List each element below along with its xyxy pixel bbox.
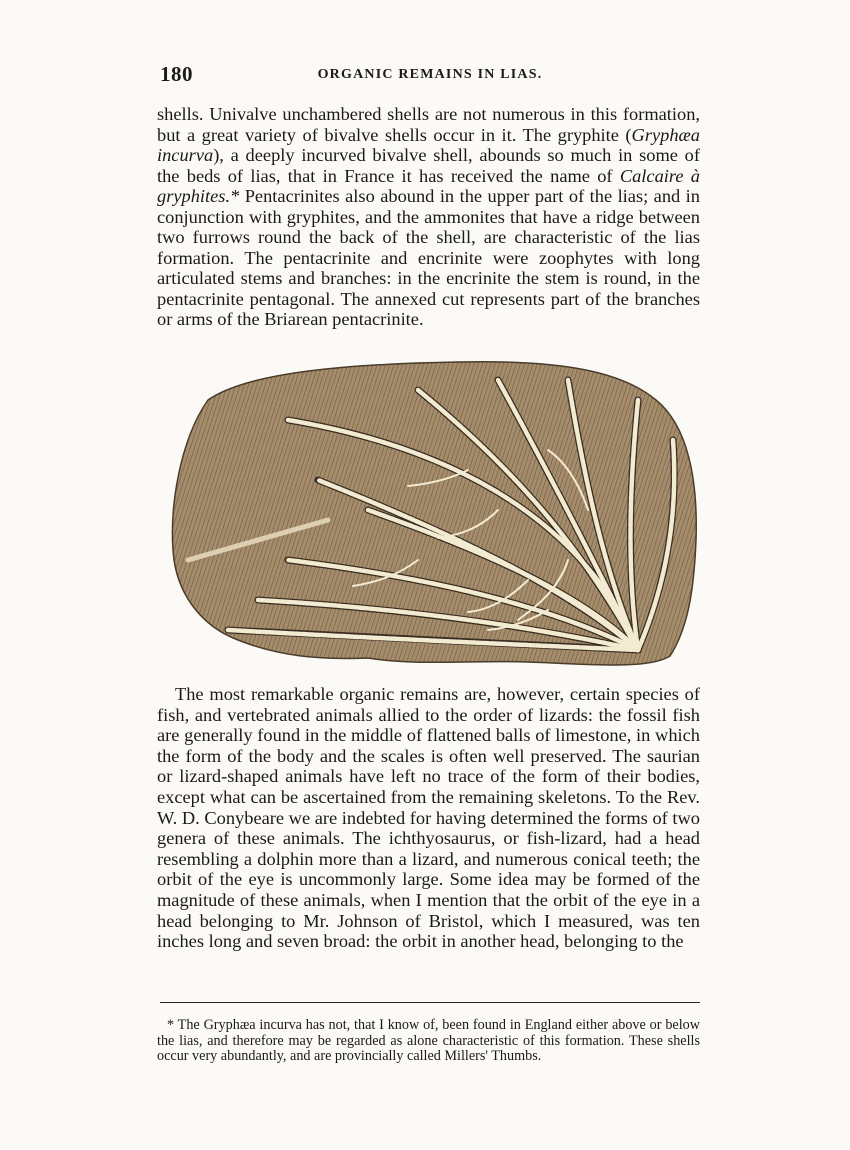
- paragraph-text: Pentacrinites also abound in the upper part of the lias; and in conjunction with gryphites, and the ammonites that have a ridge between two furrows round the back of the shell, are characteristic of the lias formation. The pentacrinite and encrinite were zoophytes with long articulated stems and branches: in the encrinite the stem is round, in the pentacrinite pentagonal. The annexed cut represents part of the branches or arms of the Briarean pentacrinite.: [157, 186, 700, 329]
- page-number: 180: [160, 62, 193, 86]
- page-header: [160, 62, 700, 88]
- paragraph-gryphite: [157, 104, 700, 330]
- paragraph-saurians: The most remarkable organic remains are, however, certain species of fish, and vertebrated animals allied to the order of lizards: the fossil fish are generally found in the middle of flattened balls of limestone, in which the form of the body and the scales is often well preserved. The saurian or lizard-shaped animals have left no trace of the form of their bodies, except what can be ascertained from the remaining skeletons. To the Rev. W. D. Conybeare we are indebted for having determined the forms of two genera of these animals. The ichthyosaurus, or fish-lizard, had a head resembling a dolphin more than a lizard, and numerous conical teeth; the orbit of the eye is uncommonly large. Some idea may be formed of the magnitude of these animals, when I mention that the orbit of the eye in a head belonging to Mr. Johnson of Bristol, which I measured, was ten inches long and seven broad: the orbit in another head, belonging to the: [157, 684, 700, 952]
- pentacrinite-fossil-illustration: [168, 360, 700, 672]
- paragraph-text: shells. Univalve unchambered shells are not numerous in this formation, but a great variety of bivalve shells occur in it. The gryphite (: [157, 104, 700, 145]
- pentacrinite-engraving: [168, 360, 700, 672]
- running-head: ORGANIC REMAINS IN LIAS.: [317, 67, 543, 82]
- italic-french-name: Calcaire à gryphites.*: [157, 165, 700, 206]
- footnote-rule: [160, 1002, 700, 1003]
- footnote: * The Gryphæa incurva has not, that I know of, been found in England either above or below the lias, and therefore may be regarded as alone characteristic of this formation. These shells occur very abundantly, and are provincially called Millers' Thumbs.: [157, 1017, 700, 1064]
- italic-species-name: Gryphæa incurva: [157, 124, 700, 165]
- paragraph-text: ), a deeply incurved bivalve shell, abounds so much in some of the beds of lias, that in France it has received the name of: [157, 145, 700, 186]
